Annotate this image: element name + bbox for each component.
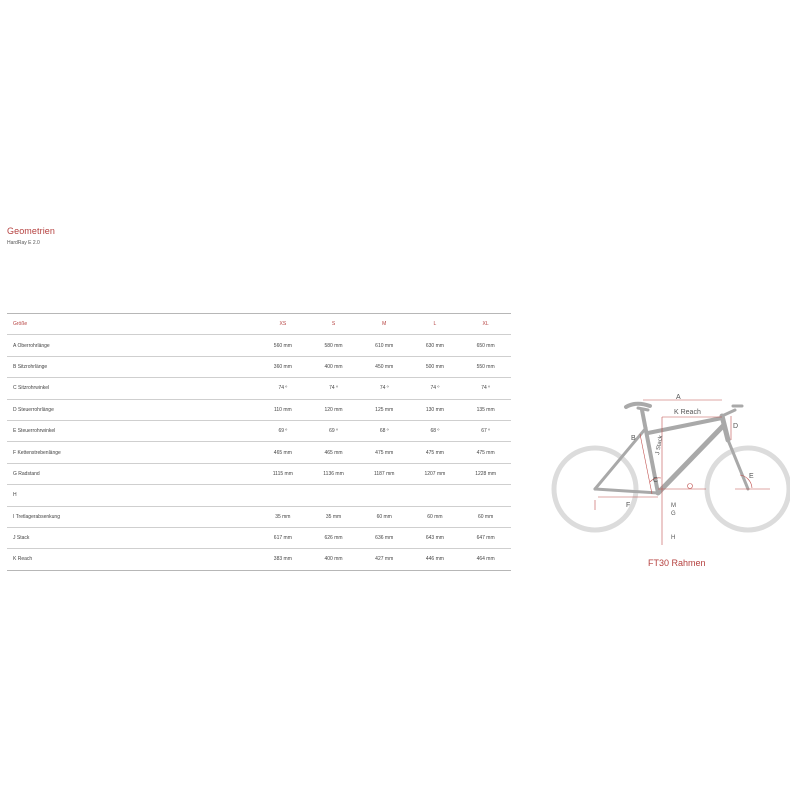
row-value [359, 485, 410, 506]
label-e: E [749, 473, 754, 480]
head-tube [722, 416, 728, 440]
label-j-stack: J Stack [655, 434, 665, 456]
table-row [7, 506, 511, 527]
row-value: 617 mm [257, 527, 308, 548]
size-header: Größe [7, 314, 257, 335]
table-row [7, 335, 511, 356]
top-tube [648, 418, 722, 433]
row-label: G Radstand [7, 463, 257, 484]
label-b: B [631, 435, 636, 442]
row-value: 68 º [410, 420, 461, 441]
row-value: 1228 mm [460, 463, 511, 484]
row-label: B Sitzrohrlänge [7, 356, 257, 377]
table-row [7, 549, 511, 570]
row-label: E Steuerrohrwinkel [7, 420, 257, 441]
row-value: 135 mm [460, 399, 511, 420]
table-row [7, 442, 511, 463]
row-value: 125 mm [359, 399, 410, 420]
row-label: H [7, 485, 257, 506]
row-value: 383 mm [273, 556, 292, 563]
row-value: 630 mm [410, 335, 461, 356]
row-value: 560 mm [257, 335, 308, 356]
row-value: 400 mm [308, 356, 359, 377]
row-value: 110 mm [257, 399, 308, 420]
o-marker [688, 484, 693, 489]
label-k-reach: K Reach [674, 409, 701, 416]
row-value: 647 mm [460, 527, 511, 548]
row-value: 1207 mm [410, 463, 461, 484]
row-value: 1136 mm [308, 463, 359, 484]
table-row [7, 527, 511, 548]
size-col-xl: XL [460, 314, 511, 335]
row-value: 35 mm [257, 506, 308, 527]
chainstay [595, 489, 658, 493]
row-value: 500 mm [410, 356, 461, 377]
table-row [7, 378, 511, 399]
row-value: 626 mm [308, 527, 359, 548]
row-value: 74 º [410, 378, 461, 399]
row-label: F Kettenstrebenlänge [7, 442, 257, 463]
stem [722, 410, 735, 416]
size-col-xs: XS [257, 314, 308, 335]
seatpost [638, 408, 648, 410]
row-value: 450 mm [359, 356, 410, 377]
table-row [7, 485, 511, 506]
row-label: I Tretlagerabsenkung [7, 506, 257, 527]
row-value [410, 485, 461, 506]
row-value [460, 485, 511, 506]
row-value: 1115 mm [257, 463, 308, 484]
row-value: 580 mm [308, 335, 359, 356]
label-c: C [653, 477, 659, 484]
row-value: 74 º [359, 378, 410, 399]
row-value: 400 mm [324, 556, 343, 563]
label-d: D [733, 423, 739, 430]
row-label: J Stack [7, 527, 257, 548]
row-value: 475 mm [460, 442, 511, 463]
row-value: 475 mm [410, 442, 461, 463]
row-value: 610 mm [359, 335, 410, 356]
page-title: Geometrien [7, 226, 56, 236]
row-value [257, 485, 308, 506]
row-label: D Steuerrohrlänge [7, 399, 257, 420]
row-value: 69 º [308, 420, 359, 441]
row-value: 67 º [460, 420, 511, 441]
label-a: A [676, 394, 681, 401]
row-value: 69 º [257, 420, 308, 441]
label-h: H [671, 535, 676, 541]
size-col-m: M [359, 314, 410, 335]
row-value: 360 mm [257, 356, 308, 377]
size-col-l: L [410, 314, 461, 335]
size-col-s: S [308, 314, 359, 335]
row-value [308, 485, 359, 506]
table-row [7, 420, 511, 441]
row-value: 60 mm [410, 506, 461, 527]
table-header-row [7, 314, 511, 335]
seatstay [595, 428, 646, 489]
row-value: 465 mm [257, 442, 308, 463]
bike-geometry-diagram [540, 380, 790, 550]
table-row [7, 356, 511, 377]
row-value: 465 mm [308, 442, 359, 463]
row-value: 650 mm [460, 335, 511, 356]
diagram-caption: FT30 Rahmen [648, 558, 706, 568]
model-name: HardRay E 2.0 [7, 240, 40, 246]
label-f: F [626, 502, 631, 509]
row-value: 74 º [308, 378, 359, 399]
row-label: K Reach [13, 556, 33, 563]
row-value: 120 mm [308, 399, 359, 420]
row-value: 74 º [257, 378, 308, 399]
row-label: A Oberrohrlänge [7, 335, 257, 356]
row-value: 74 º [460, 378, 511, 399]
label-m: M [671, 503, 676, 509]
row-value: 464 mm [476, 556, 495, 563]
down-tube [658, 426, 723, 493]
row-value: 475 mm [359, 442, 410, 463]
row-value: 636 mm [359, 527, 410, 548]
row-value: 60 mm [460, 506, 511, 527]
table-row [7, 399, 511, 420]
row-value: 446 mm [425, 556, 444, 563]
table-body [7, 335, 511, 570]
row-value: 60 mm [359, 506, 410, 527]
row-value: 35 mm [308, 506, 359, 527]
row-value: 427 mm [375, 556, 394, 563]
label-g: G [671, 511, 676, 517]
row-value: 1187 mm [359, 463, 410, 484]
row-value: 68 º [359, 420, 410, 441]
row-value: 643 mm [410, 527, 461, 548]
row-label: C Sitzrohrwinkel [7, 378, 257, 399]
row-value: 550 mm [460, 356, 511, 377]
geometry-table [7, 313, 511, 571]
table-row [7, 463, 511, 484]
row-value: 130 mm [410, 399, 461, 420]
